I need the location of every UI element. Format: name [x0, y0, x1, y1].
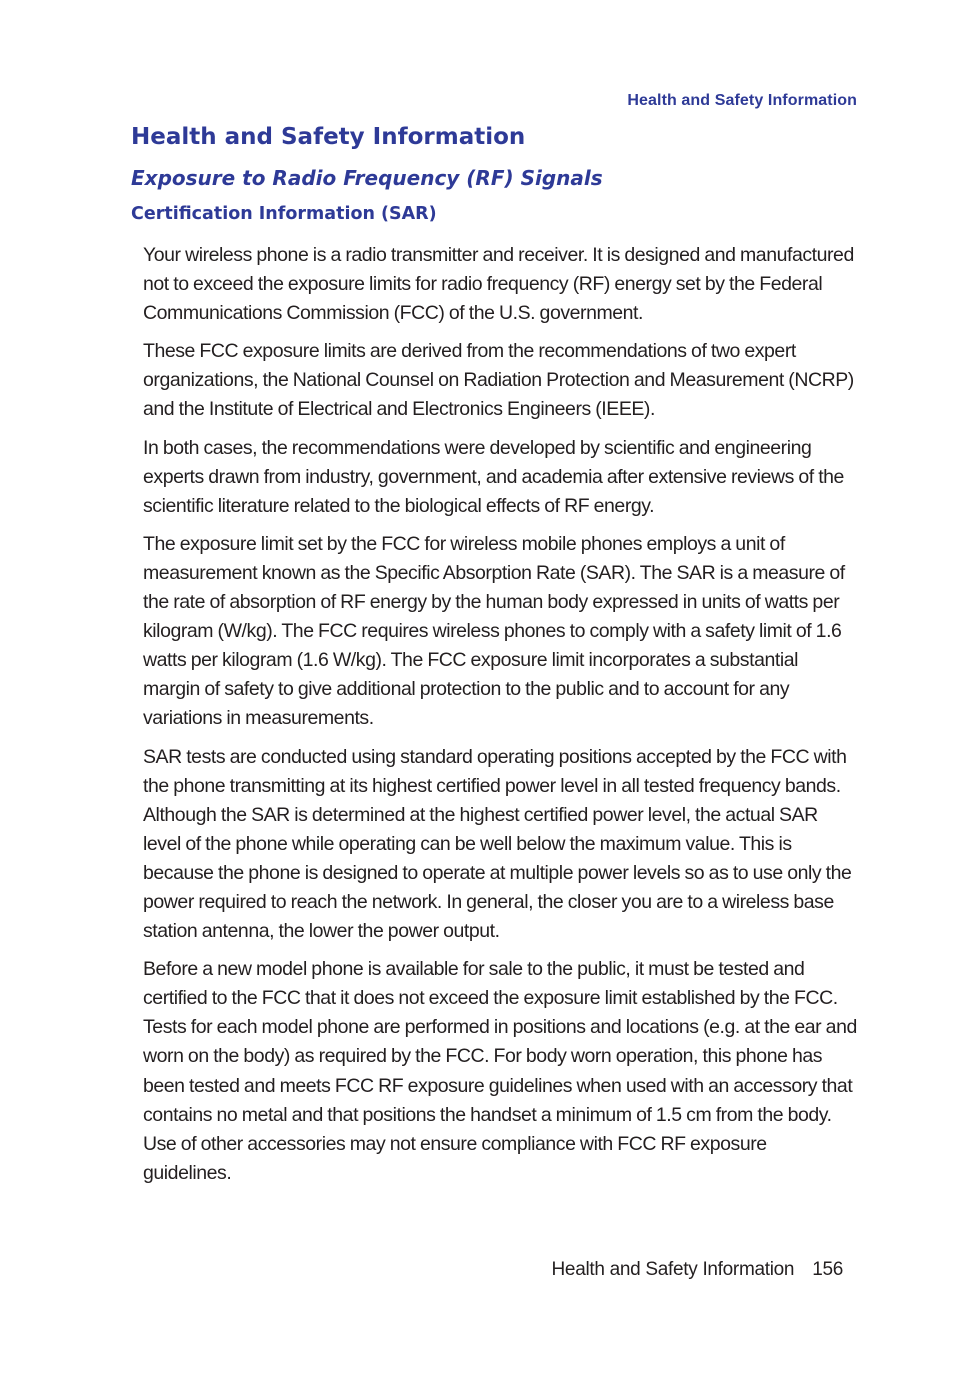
- paragraph: SAR tests are conducted using standard operating positions accepted by the FCC with the phone transmitting at its highest certified power level in all tested frequency bands. Although the SAR is determined at the highest certified power level, the actual SAR level of the phone while operating can be well below the maximum value. This is because the phone is designed to operate at multiple power levels so as to use only the power required to reach the network. In general, the closer you are to a wireless base station antenna, the lower the power output.: [143, 745, 852, 943]
- subsubsection-title: Certification Information (SAR): [131, 204, 437, 224]
- subsection-title: Exposure to Radio Frequency (RF) Signals: [131, 166, 603, 190]
- paragraph: The exposure limit set by the FCC for wireless mobile phones employs a unit of measurement known as the Specific Absorption Rate (SAR). The SAR is a measure of the rate of absorption of RF energy by the human body expressed in units of watts per kilogram (W/kg). The FCC requires wireless phones to comply with a safety limit of 1.6 watts per kilogram (1.6 W/kg). The FCC exposure limit incorporates a substantial margin of safety to give additional protection to the public and to account for any variations in measurements.: [143, 532, 845, 730]
- page-footer: [552, 1259, 843, 1281]
- footer-section-label: Health and Safety Information: [551, 1259, 795, 1280]
- page-number: 156: [812, 1259, 843, 1280]
- section-title: Health and Safety Information: [131, 124, 526, 150]
- paragraph: In both cases, the recommendations were developed by scientific and engineering experts drawn from industry, government, and academia after extensive reviews of the scientific literature related to the biological effects of RF energy.: [143, 436, 844, 517]
- body-text: [143, 241, 859, 1197]
- running-header: Health and Safety Information: [627, 92, 857, 109]
- paragraph: Before a new model phone is available for sale to the public, it must be tested and certified to the FCC that it does not exceed the exposure limit established by the FCC. Tests for each model phone are performed in positions and locations (e.g. at the ear and worn on the body) as required by the FCC. For body worn operation, this phone has been tested and meets FCC RF exposure guidelines when used with an accessory that contains no metal and that positions the handset a minimum of 1.5 cm from the body. Use of other accessories may not ensure compliance with FCC RF exposure guidelines.: [143, 958, 857, 1184]
- paragraph: These FCC exposure limits are derived from the recommendations of two expert organizations, the National Counsel on Radiation Protection and Measurement (NCRP) and the Institute of Electrical and Electronics Engineers (IEEE).: [143, 340, 854, 421]
- paragraph: Your wireless phone is a radio transmitter and receiver. It is designed and manufactured not to exceed the exposure limits for radio frequency (RF) energy set by the Federal Communications Commission (FCC) of the U.S. government.: [143, 244, 854, 325]
